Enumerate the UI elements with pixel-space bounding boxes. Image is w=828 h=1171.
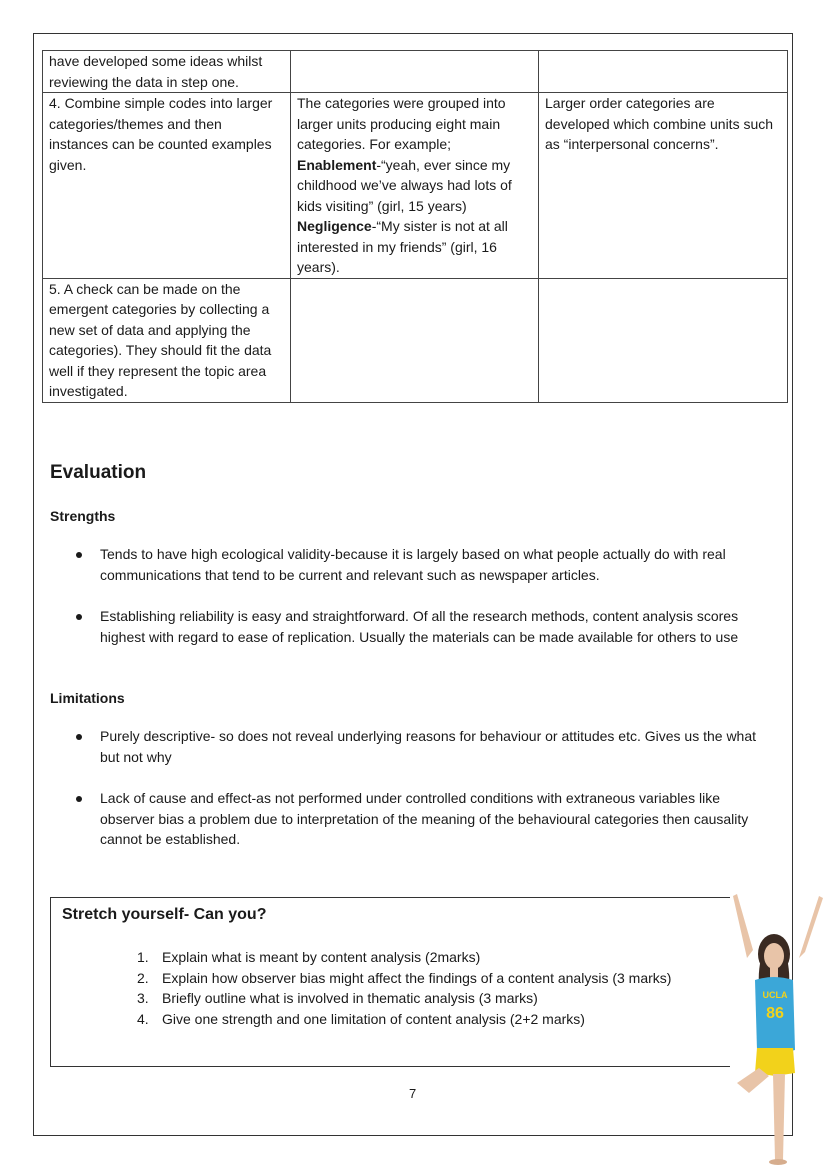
question-text: Briefly outline what is involved in thematic analysis (3 marks) — [162, 990, 538, 1006]
category-term-negligence: Negligence — [297, 218, 372, 234]
question-number: 1. — [137, 949, 149, 965]
table-cell-examples — [291, 93, 539, 279]
shirt-text-number: 86 — [766, 1005, 784, 1022]
category-quote-negligence: -“My sister is not at all interested in my friends” (girl, 16 years). — [297, 218, 508, 275]
list-item: Purely descriptive- so does not reveal underlying reasons for behaviour or attitudes etc. Gives us the what but not why — [100, 726, 770, 767]
table-cell: Larger order categories are developed which combine units such as “interpersonal concerns”. — [539, 93, 788, 279]
question-text: Give one strength and one limitation of content analysis (2+2 marks) — [162, 1010, 585, 1027]
table-cell — [291, 278, 539, 402]
question-item — [137, 947, 727, 968]
page-number: 7 — [409, 1086, 417, 1101]
table-cell — [539, 51, 788, 93]
question-number: 4. — [137, 1010, 149, 1027]
strengths-list — [100, 544, 770, 668]
question-number: 2. — [137, 969, 149, 986]
stretch-title: Stretch yourself- Can you? — [62, 906, 267, 923]
table-cell: 4. Combine simple codes into larger categories/themes and then instances can be counted examples given. — [43, 93, 291, 279]
table-row — [43, 51, 788, 93]
question-text: Explain how observer bias might affect the findings of a content analysis (3 marks) — [162, 969, 672, 986]
question-item — [137, 988, 727, 1009]
table-row — [43, 278, 788, 402]
evaluation-heading: Evaluation — [50, 462, 147, 483]
stretch-yourself-box — [50, 897, 730, 1067]
limitations-heading: Limitations — [50, 690, 125, 706]
table-cell — [291, 51, 539, 93]
figure-left-arm — [733, 894, 753, 958]
category-quote-enablement: -“yeah, ever since my childhood we’ve always had lots of kids visiting” (girl, 15 years) — [297, 156, 512, 214]
shirt-text-top: UCLA — [762, 990, 788, 1000]
list-item: Tends to have high ecological validity-because it is largely based on what people actually do with real communications that tend to be current and relevant such as newspaper articles. — [100, 544, 770, 585]
limitations-list — [100, 726, 770, 871]
list-item: Establishing reliability is easy and straightforward. Of all the research methods, content analysis scores highest with regard to ease of replication. Usually the materials can be made available for others to use — [100, 606, 770, 647]
figure-face — [764, 943, 784, 969]
strengths-heading: Strengths — [50, 508, 116, 524]
figure-standing-leg — [773, 1074, 785, 1160]
thematic-analysis-table — [42, 50, 788, 403]
table-cell — [539, 278, 788, 402]
examples-intro: The categories were grouped into larger units producing eight main categories. For example; — [297, 95, 506, 152]
table-cell: have developed some ideas whilst reviewing the data in step one. — [43, 51, 291, 93]
yoga-figure-illustration — [725, 888, 825, 1168]
list-item: Lack of cause and effect-as not performed under controlled conditions with extraneous variables like observer bias a problem due to interpretation of the meaning of the behavioural categories then causality cannot be established. — [100, 788, 770, 850]
question-text: Explain what is meant by content analysis (2marks) — [162, 949, 481, 965]
question-number: 3. — [137, 990, 149, 1006]
question-item — [137, 968, 727, 989]
stretch-question-list — [137, 947, 727, 1029]
question-item — [137, 1009, 727, 1030]
table-row — [43, 93, 788, 279]
figure-right-arm — [799, 896, 823, 958]
table-cell: 5. A check can be made on the emergent categories by collecting a new set of data and applying the categories). They should fit the data well if they represent the topic area investigated. — [43, 278, 291, 402]
category-term-enablement: Enablement — [297, 156, 377, 173]
